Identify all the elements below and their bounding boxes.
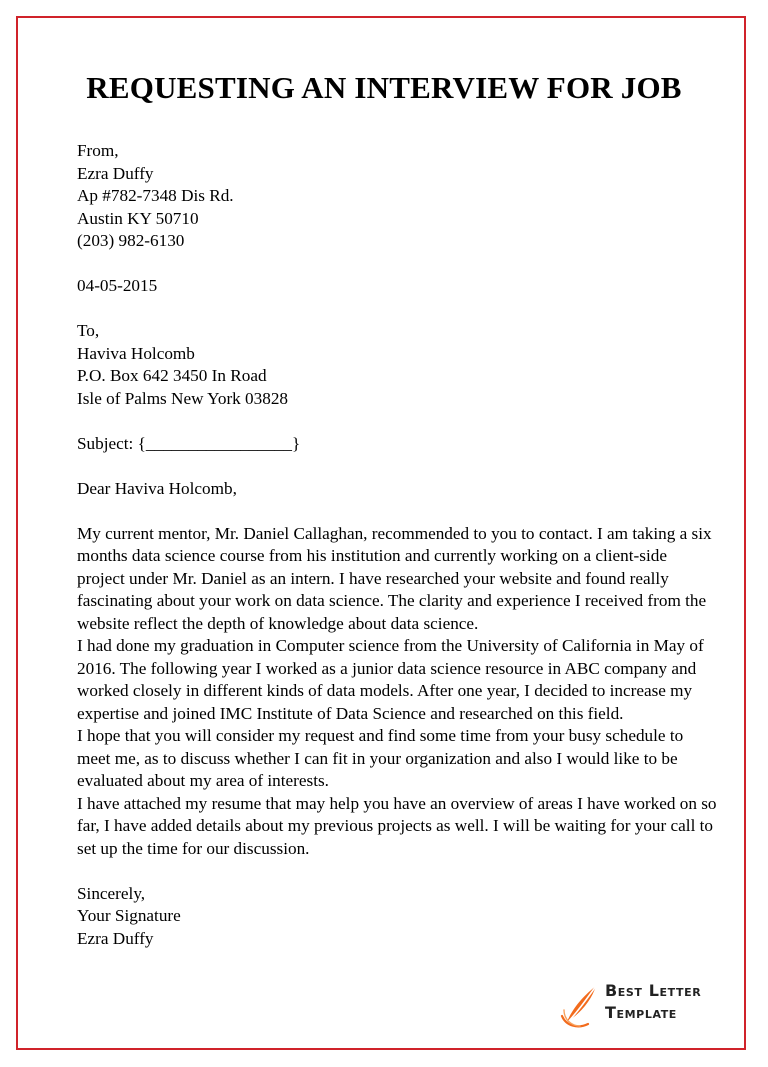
from-label: From, xyxy=(77,141,119,160)
document-title: REQUESTING AN INTERVIEW FOR JOB xyxy=(86,70,682,105)
sender-phone: (203) 982-6130 xyxy=(77,231,185,250)
body-paragraph-4: I have attached my resume that may help you have an overview of areas I have worked on so far, I have added details about my previous projects as well. I will be waiting for your call to set up the time for our discussion. xyxy=(77,793,717,858)
quill-pen-icon xyxy=(560,980,602,1030)
salutation: Dear Haviva Holcomb, xyxy=(77,478,237,498)
sender-address-line2: Austin KY 50710 xyxy=(77,208,199,228)
closing-signature: Your Signature xyxy=(77,906,181,925)
recipient-address-line2: Isle of Palms New York 03828 xyxy=(77,388,289,408)
brand-logo xyxy=(560,976,720,1034)
letter-content xyxy=(77,140,717,950)
brand-line-1: Best Letter xyxy=(605,981,702,1000)
sender-block xyxy=(77,140,717,253)
letter-date: 04-05-2015 xyxy=(77,276,158,295)
brand-line-2: Template xyxy=(605,1003,677,1022)
body-paragraph-3: I hope that you will consider my request and find some time from your busy schedule to meet me, as to discuss whether I can fit in your organization and also I would like to be evaluated about my area of interests. xyxy=(77,726,684,790)
subject-line: Subject: {_________________} xyxy=(77,433,301,453)
closing-block xyxy=(77,883,717,951)
to-label: To, xyxy=(77,321,100,340)
closing-sincerely: Sincerely, xyxy=(77,883,146,903)
closing-name: Ezra Duffy xyxy=(77,928,154,948)
sender-name: Ezra Duffy xyxy=(77,163,154,183)
sender-address-line1: Ap #782-7348 Dis Rd. xyxy=(77,186,234,205)
letter-body xyxy=(77,523,717,861)
recipient-block xyxy=(77,320,717,410)
body-paragraph-2: I had done my graduation in Computer science from the University of California in May of 2016. The following year I worked as a junior data science resource in ABC company and worked closely in different kinds of data models. After one year, I decided to increase my expertise and joined IMC Institute of Data Science and researched on this field. xyxy=(77,636,704,723)
recipient-address-line1: P.O. Box 642 3450 In Road xyxy=(77,366,267,385)
body-paragraph-1: My current mentor, Mr. Daniel Callaghan, recommended to you to contact. I am taking a six months data science course from his institution and currently working on a client-side project under Mr. Daniel as an intern. I have researched your website and found really fascinating about your work on data science. The clarity and experience I received from the website reflect the depth of knowledge about data science. xyxy=(77,523,712,633)
recipient-name: Haviva Holcomb xyxy=(77,343,195,363)
brand-name xyxy=(605,980,701,1024)
